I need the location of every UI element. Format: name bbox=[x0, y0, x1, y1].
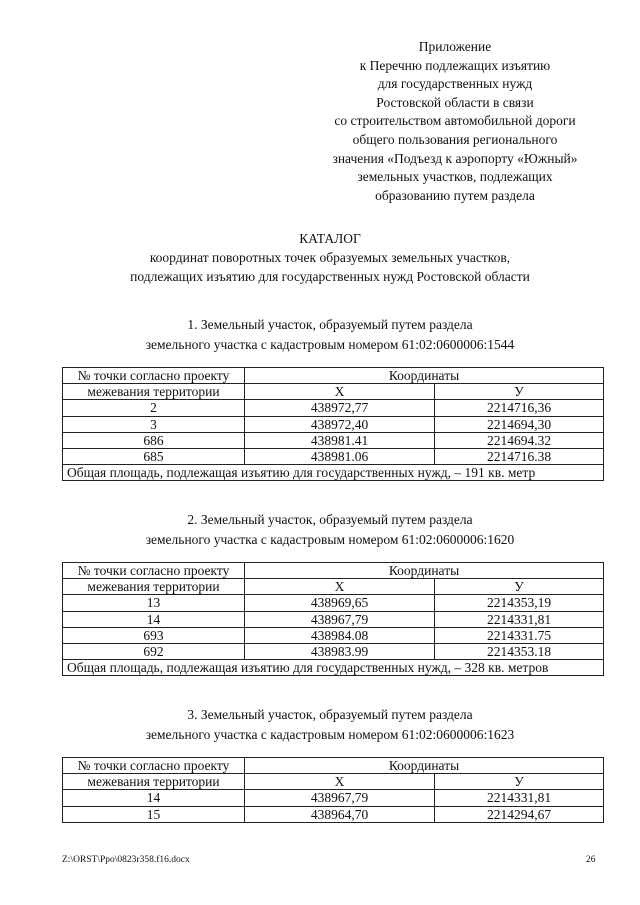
table-row bbox=[63, 611, 604, 627]
cell-x: 438981.06 bbox=[245, 448, 435, 464]
cell-y: 2214331.75 bbox=[435, 627, 604, 643]
appendix-header bbox=[300, 38, 610, 205]
section-heading bbox=[40, 315, 620, 354]
table-row bbox=[63, 400, 604, 416]
header-x: Х bbox=[245, 384, 435, 400]
appendix-line: Ростовской области в связи bbox=[376, 94, 534, 110]
cell-x: 438967,79 bbox=[245, 611, 435, 627]
cell-x: 438984.08 bbox=[245, 627, 435, 643]
cell-x: 438972,77 bbox=[245, 400, 435, 416]
header-coords: Координаты bbox=[245, 563, 604, 579]
table-row bbox=[63, 416, 604, 432]
header-point-cont: межевания территории bbox=[63, 579, 245, 595]
coordinates-table bbox=[62, 562, 604, 676]
cell-point: 15 bbox=[63, 806, 245, 822]
table-row bbox=[63, 643, 604, 659]
cell-point: 14 bbox=[63, 790, 245, 806]
catalog-heading bbox=[40, 229, 620, 286]
table-row bbox=[63, 790, 604, 806]
header-point: № точки согласно проекту bbox=[63, 758, 245, 774]
total-area: Общая площадь, подлежащая изъятию для государственных нужд, – 191 кв. метр bbox=[63, 465, 604, 481]
cell-y: 2214694.32 bbox=[435, 432, 604, 448]
header-y: У bbox=[435, 384, 604, 400]
cell-y: 2214694,30 bbox=[435, 416, 604, 432]
appendix-line: для государственных нужд bbox=[377, 76, 533, 92]
header-point: № точки согласно проекту bbox=[63, 563, 245, 579]
header-y: У bbox=[435, 579, 604, 595]
appendix-line: значения «Подъезд к аэропорту «Южный» bbox=[332, 150, 578, 166]
footer-file-path: Z:\ORST\Ppo\0823r358.f16.docx bbox=[62, 855, 190, 865]
header-coords: Координаты bbox=[245, 758, 604, 774]
table-row bbox=[63, 448, 604, 464]
header-x: Х bbox=[245, 579, 435, 595]
catalog-subtitle: координат поворотных точек образуемых земельных участков, bbox=[149, 250, 511, 265]
cell-point: 693 bbox=[63, 627, 245, 643]
appendix-line: земельных участков, подлежащих bbox=[357, 169, 553, 185]
cell-y: 2214331,81 bbox=[435, 611, 604, 627]
appendix-line: к Перечню подлежащих изъятию bbox=[359, 57, 551, 73]
catalog-subtitle: подлежащих изъятию для государственных нужд Ростовской области bbox=[130, 269, 530, 284]
section-heading bbox=[40, 705, 620, 744]
cell-y: 2214353.18 bbox=[435, 643, 604, 659]
section-title: 3. Земельный участок, образуемый путем раздела bbox=[187, 707, 473, 722]
table-row bbox=[63, 806, 604, 822]
cell-point: 692 bbox=[63, 643, 245, 659]
page-number: 26 bbox=[586, 855, 596, 865]
appendix-line: Приложение bbox=[418, 39, 492, 54]
cell-y: 2214716,36 bbox=[435, 400, 604, 416]
appendix-line: общего пользования регионального bbox=[352, 131, 558, 147]
table-row bbox=[63, 627, 604, 643]
cell-point: 2 bbox=[63, 400, 245, 416]
header-point-cont: межевания территории bbox=[63, 774, 245, 790]
header-x: Х bbox=[245, 774, 435, 790]
coordinates-table bbox=[62, 367, 604, 481]
total-area: Общая площадь, подлежащая изъятию для государственных нужд, – 328 кв. метров bbox=[63, 660, 604, 676]
header-point: № точки согласно проекту bbox=[63, 368, 245, 384]
cell-x: 438964,70 bbox=[245, 806, 435, 822]
section-cadastral: земельного участка с кадастровым номером 61:02:0600006:1544 bbox=[145, 336, 515, 352]
header-y: У bbox=[435, 774, 604, 790]
cell-point: 686 bbox=[63, 432, 245, 448]
table-row bbox=[63, 432, 604, 448]
cell-point: 14 bbox=[63, 611, 245, 627]
cell-point: 685 bbox=[63, 448, 245, 464]
appendix-line: со строительством автомобильной дороги bbox=[334, 113, 576, 129]
cell-x: 438972,40 bbox=[245, 416, 435, 432]
cell-x: 438967,79 bbox=[245, 790, 435, 806]
cell-x: 438983.99 bbox=[245, 643, 435, 659]
header-point-cont: межевания территории bbox=[63, 384, 245, 400]
cell-y: 2214294,67 bbox=[435, 806, 604, 822]
cell-point: 3 bbox=[63, 416, 245, 432]
header-coords: Координаты bbox=[245, 368, 604, 384]
appendix-line: образованию путем раздела bbox=[375, 187, 535, 203]
section-cadastral: земельного участка с кадастровым номером 61:02:0600006:1623 bbox=[145, 726, 515, 742]
cell-x: 438969,65 bbox=[245, 595, 435, 611]
catalog-title: КАТАЛОГ bbox=[299, 231, 361, 246]
section-heading bbox=[40, 510, 620, 549]
section-title: 2. Земельный участок, образуемый путем раздела bbox=[187, 512, 473, 527]
cell-y: 2214716.38 bbox=[435, 448, 604, 464]
cell-x: 438981.41 bbox=[245, 432, 435, 448]
cell-point: 13 bbox=[63, 595, 245, 611]
cell-y: 2214331,81 bbox=[435, 790, 604, 806]
section-cadastral: земельного участка с кадастровым номером 61:02:0600006:1620 bbox=[145, 531, 515, 547]
cell-y: 2214353,19 bbox=[435, 595, 604, 611]
coordinates-table bbox=[62, 757, 604, 823]
table-row bbox=[63, 595, 604, 611]
section-title: 1. Земельный участок, образуемый путем раздела bbox=[187, 317, 473, 332]
